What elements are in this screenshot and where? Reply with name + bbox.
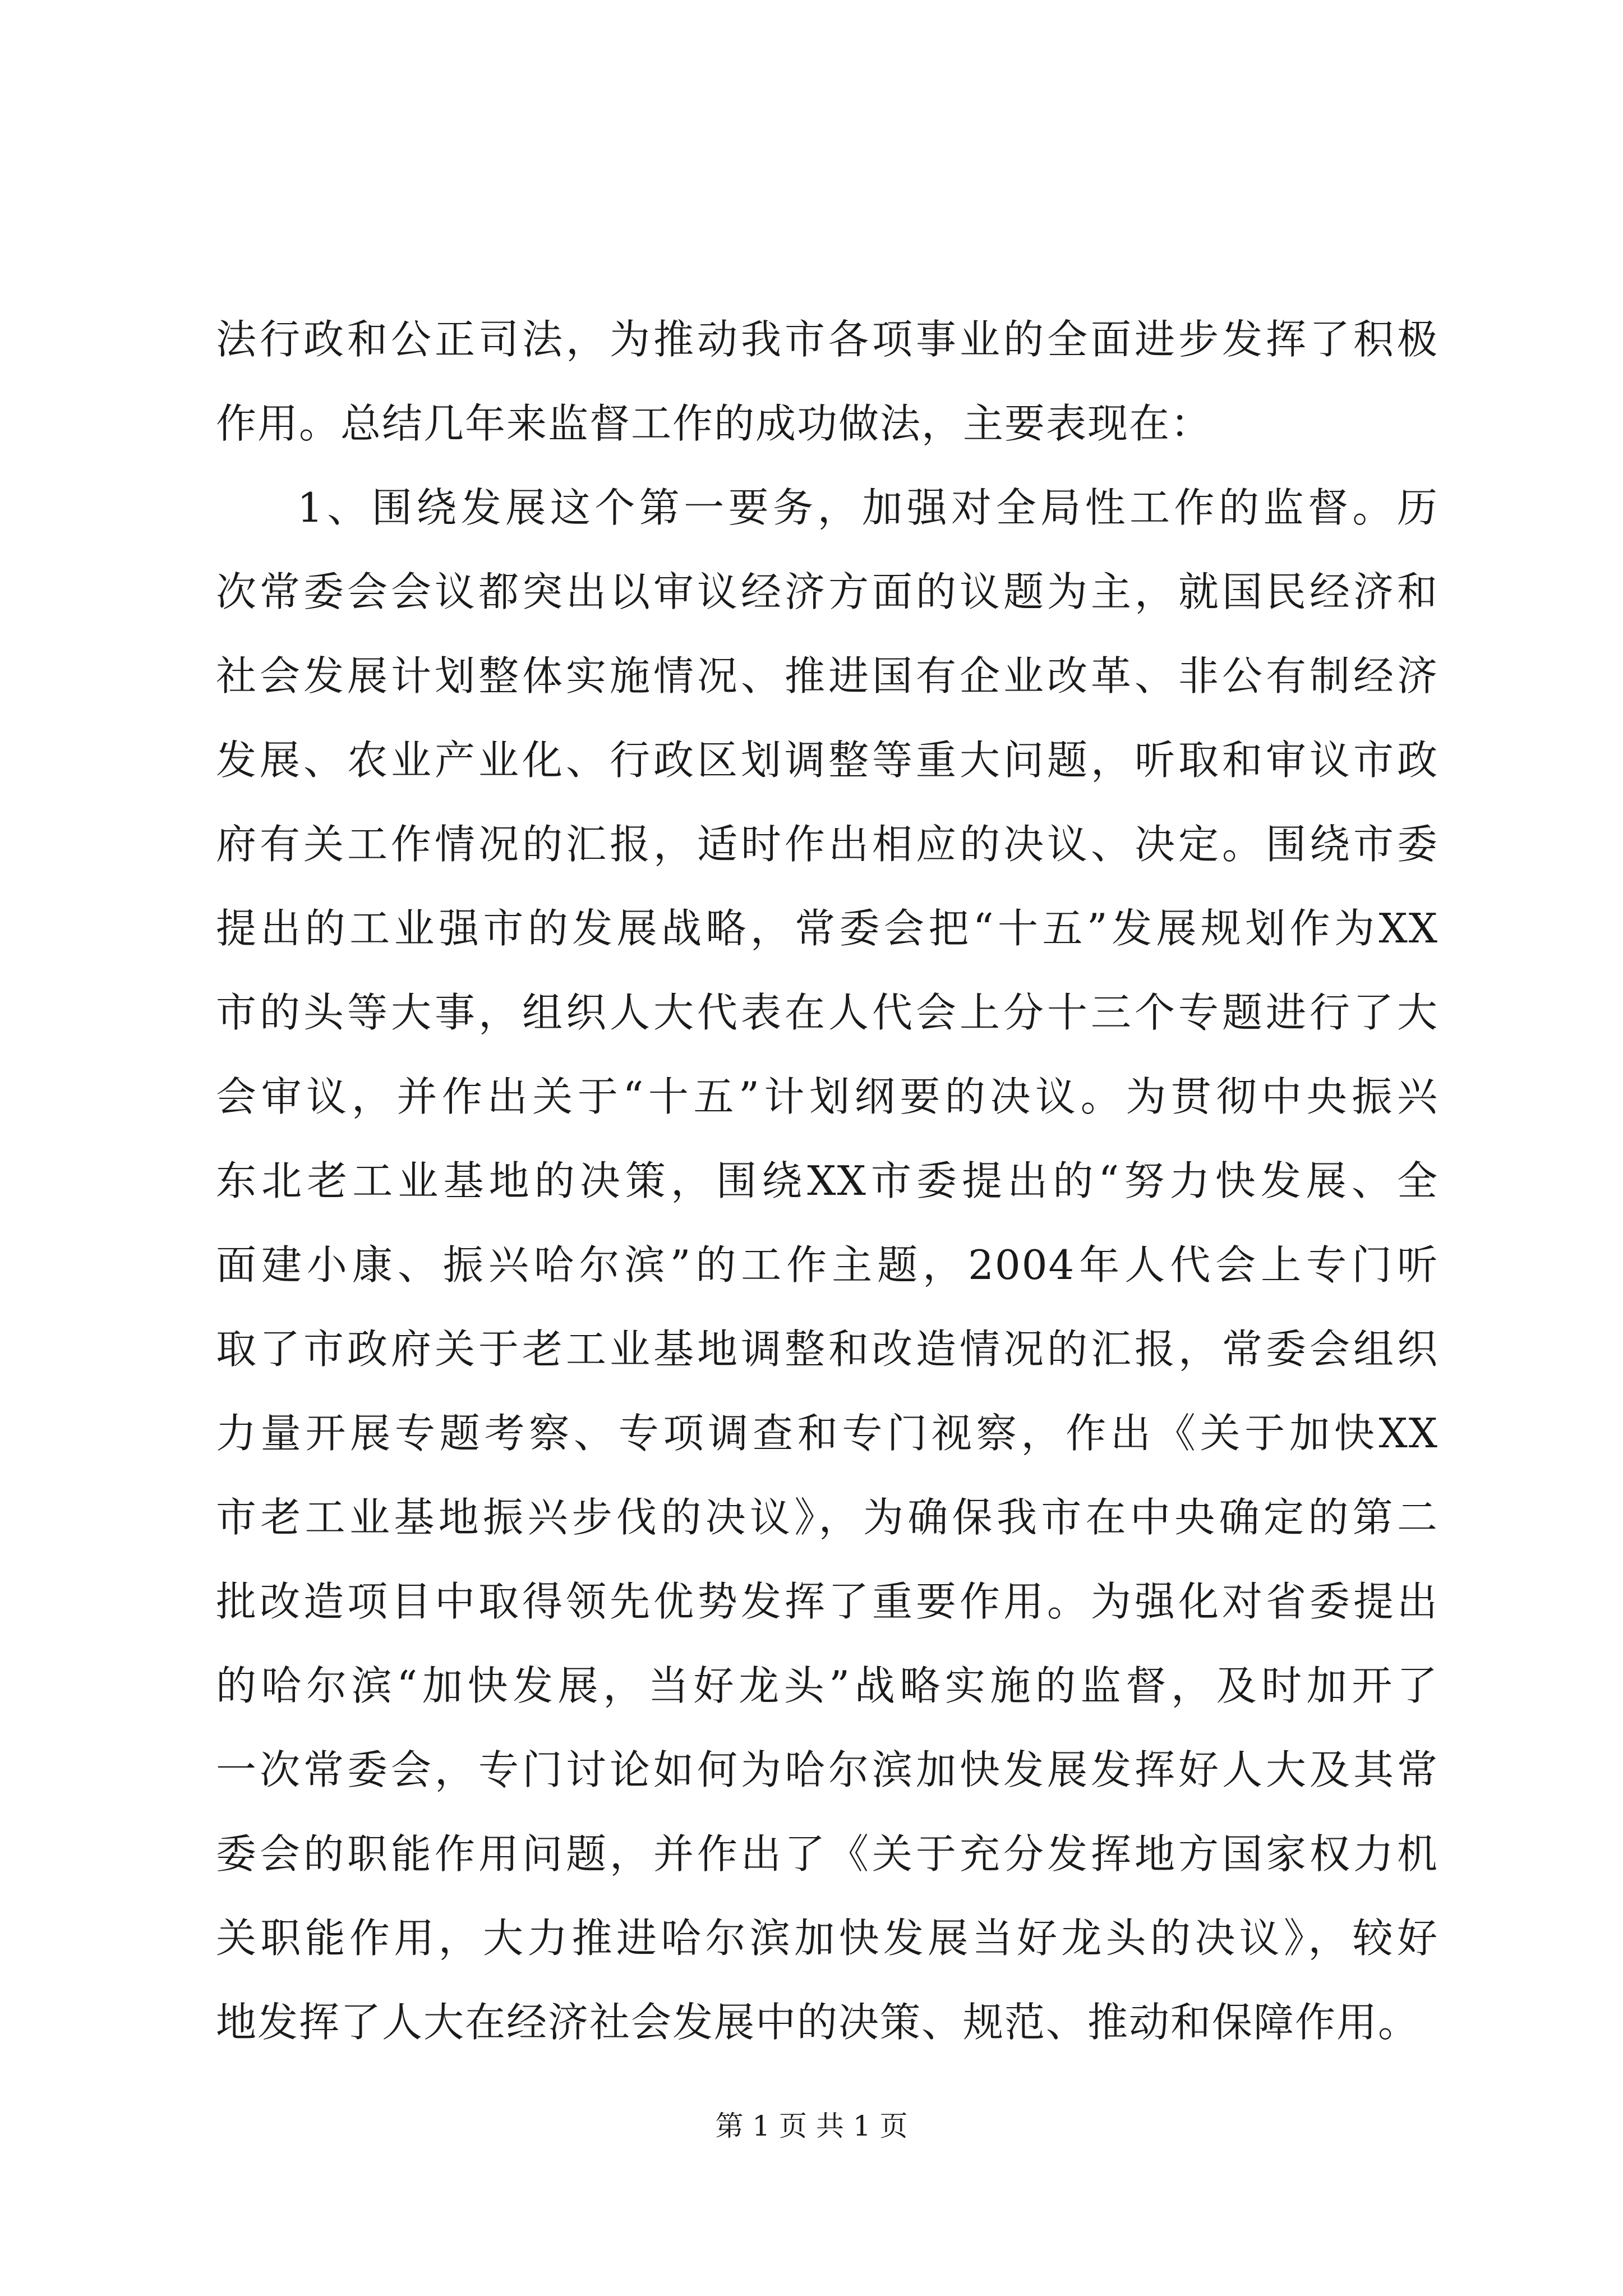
text-line: 会审议，并作出关于“十五”计划纲要的决议。为贯彻中央振兴 — [216, 1073, 1438, 1120]
text-line: 社会发展计划整体实施情况、推进国有企业改革、非公有制经济 — [216, 652, 1438, 700]
text-line: 市的头等大事，组织人大代表在人代会上分十三个专题进行了大 — [216, 989, 1438, 1036]
text-line: 委会的职能作用问题，并作出了《关于充分发挥地方国家权力机 — [216, 1830, 1438, 1878]
text-line: 关职能作用，大力推进哈尔滨加快发展当好龙头的决议》，较好 — [216, 1915, 1438, 1962]
text-line: 东北老工业基地的决策，围绕XX市委提出的“努力快发展、全 — [216, 1157, 1438, 1204]
text-line: 法行政和公正司法，为推动我市各项事业的全面进步发挥了积极 — [216, 316, 1438, 363]
text-line: 地发挥了人大在经济社会发展中的决策、规范、推动和保障作用。 — [216, 1999, 1420, 2046]
text-line: 批改造项目中取得领先优势发挥了重要作用。为强化对省委提出 — [216, 1578, 1438, 1625]
text-line: 府有关工作情况的汇报，适时作出相应的决议、决定。围绕市委 — [216, 821, 1438, 868]
text-line: 市老工业基地振兴步伐的决议》，为确保我市在中央确定的第二 — [216, 1494, 1438, 1541]
text-line: 提出的工业强市的发展战略，常委会把“十五”发展规划作为XX — [216, 905, 1438, 952]
text-line: 1、围绕发展这个第一要务，加强对全局性工作的监督。历 — [297, 484, 1438, 531]
text-line: 力量开展专题考察、专项调查和专门视察，作出《关于加快XX — [216, 1410, 1438, 1457]
text-line: 发展、农业产业化、行政区划调整等重大问题，听取和审议市政 — [216, 737, 1438, 784]
text-line: 的哈尔滨“加快发展，当好龙头”战略实施的监督，及时加开了 — [216, 1662, 1438, 1709]
page-number-footer: 第 1 页 共 1 页 — [715, 2110, 908, 2142]
text-line: 一次常委会，专门讨论如何为哈尔滨加快发展发挥好人大及其常 — [216, 1746, 1438, 1793]
body-text — [216, 297, 1438, 2064]
text-line: 取了市政府关于老工业基地调整和改造情况的汇报，常委会组织 — [216, 1326, 1438, 1373]
text-line: 次常委会会议都突出以审议经济方面的议题为主，就国民经济和 — [216, 568, 1438, 615]
text-line: 面建小康、振兴哈尔滨”的工作主题，2004年人代会上专门听 — [216, 1241, 1438, 1289]
text-line: 作用。总结几年来监督工作的成功做法，主要表现在： — [216, 400, 1212, 447]
